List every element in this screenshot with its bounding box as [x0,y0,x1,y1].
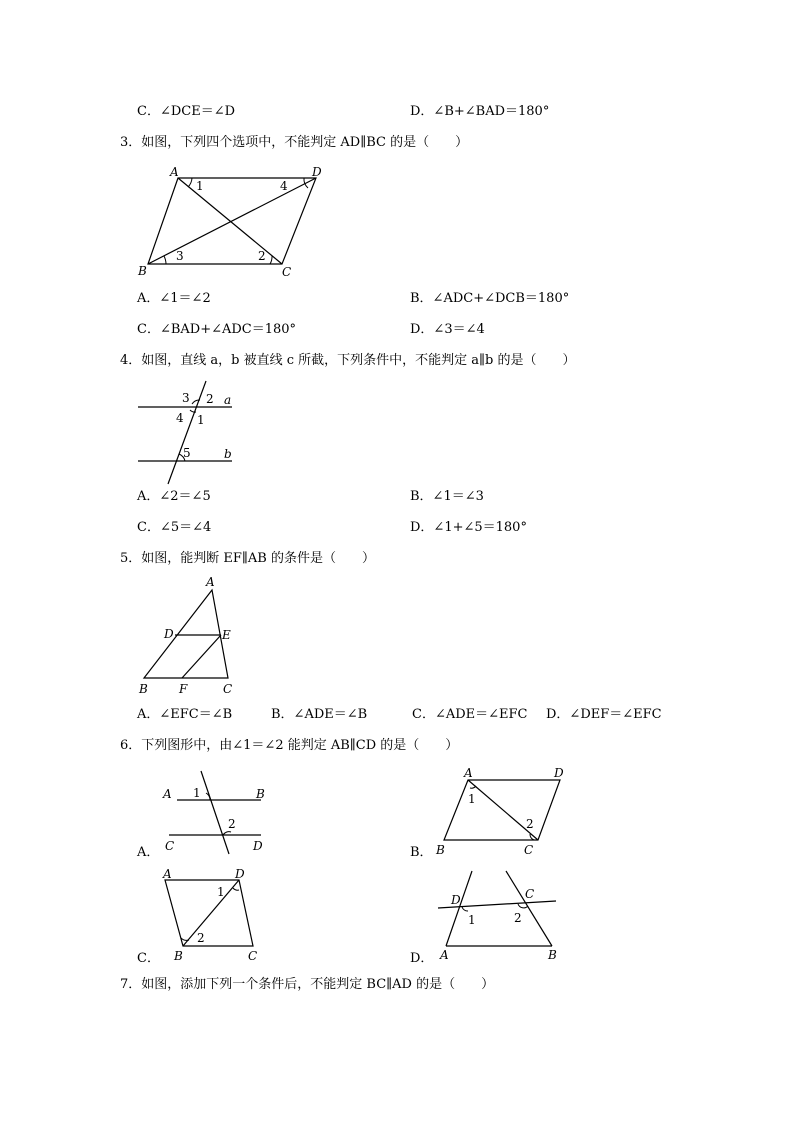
q3-angle-2: 2 [258,249,266,263]
q6d-line-ad [446,871,472,946]
q4-angle-1: 1 [197,413,205,427]
q3-option-b: B．∠ADC+∠DCB＝180° [410,291,570,306]
q5-stem: 5．如图，能判断 EF∥AB 的条件是（ ） [120,551,375,566]
q6d-label-d: D [451,893,461,907]
q5-label-d: D [164,627,174,641]
q6a-label-b: B [256,787,265,801]
q4-option-c: C．∠5＝∠4 [137,520,212,535]
q5-figure-triangle [130,574,250,700]
q4-angle-5: 5 [183,446,191,460]
q2-option-c: C．∠DCE＝∠D [137,104,236,119]
q4-figure-transversal [130,378,250,488]
q4-angle-2: 2 [206,392,214,406]
q6b-parallelogram [444,780,560,840]
q6c-angle-1: 1 [217,885,225,899]
q6c-label-a: A [163,867,172,881]
q4-angle-4: 4 [176,411,184,425]
q6-figure-b [430,766,570,858]
q3-label-c: C [282,265,292,279]
q5-option-a: A．∠EFC＝∠B [137,707,233,722]
q6c-parallelogram [165,880,253,946]
q6d-label-b: B [548,948,557,962]
q4-stem: 4．如图，直线 a，b 被直线 c 所截，下列条件中，不能判定 a∥b 的是（ ） [120,353,576,368]
q6b-angle-1: 1 [468,792,476,806]
q6b-label-d: D [554,766,564,780]
q4-option-d: D．∠1+∠5＝180° [410,520,527,535]
q3-option-c: C．∠BAD+∠ADC＝180° [137,322,297,337]
q3-option-d: D．∠3＝∠4 [410,322,485,337]
q3-label-b: B [138,264,147,278]
q6c-label-b: B [174,949,183,963]
q3-stem: 3．如图，下列四个选项中，不能判定 AD∥BC 的是（ ） [120,135,469,150]
q6-figure-d [430,866,570,966]
q7-stem: 7．如图，添加下列一个条件后，不能判定 BC∥AD 的是（ ） [120,977,495,992]
q3-option-a: A．∠1＝∠2 [137,291,211,306]
q6-option-b-label: B． [410,845,433,860]
q6c-label-c: C [248,949,258,963]
q6b-label-b: B [436,843,445,857]
q6d-label-a: A [440,948,449,962]
q3-angle-arc-1 [188,178,192,187]
q3-label-d: D [312,165,322,179]
q6c-diagonal-bd [183,880,239,946]
q6b-angle-arc-1 [470,786,476,788]
q6a-angle-1: 1 [193,786,201,800]
q3-angle-4: 4 [280,179,288,193]
q6a-label-c: C [165,839,175,853]
q6b-angle-2: 2 [526,817,534,831]
q5-triangle-abc [144,590,228,678]
q6b-label-c: C [524,843,534,857]
q6c-angle-arc-2 [181,938,189,940]
q4-angle-3: 3 [182,391,190,405]
q6-option-d-label: D． [410,951,434,966]
q5-label-b: B [139,682,148,696]
q6d-angle-arc-1 [462,907,468,911]
q6b-diagonal-ac [468,780,538,840]
q6d-angle-1: 1 [468,913,476,927]
q6c-angle-2: 2 [197,931,205,945]
q4-label-b: b [224,447,232,461]
q6-figure-c [155,866,275,966]
q6-stem: 6．下列图形中，由∠1＝∠2 能判定 AB∥CD 的是（ ） [120,738,459,753]
q6a-transversal [201,771,229,854]
q6c-label-d: D [235,867,245,881]
q5-label-a: A [206,575,215,589]
q4-option-b: B．∠1＝∠3 [410,489,484,504]
q3-label-a: A [170,165,179,179]
q6-figure-a [155,766,275,858]
q6c-angle-arc-1 [233,888,239,890]
q6b-label-a: A [464,766,473,780]
q5-label-f: F [179,682,188,696]
q5-label-e: E [222,628,231,642]
q6a-label-a: A [163,787,172,801]
q3-angle-arc-2 [270,256,272,264]
q5-option-b: B．∠ADE＝∠B [271,707,368,722]
q3-angle-1: 1 [196,179,204,193]
q3-figure-parallelogram [130,160,330,282]
q6-option-c-label: C． [137,951,160,966]
q3-angle-3: 3 [176,249,184,263]
q6a-angle-2: 2 [228,817,236,831]
q4-option-a: A．∠2＝∠5 [137,489,211,504]
q6d-angle-2: 2 [514,911,522,925]
q5-label-c: C [223,682,233,696]
q4-label-a: a [224,393,232,407]
q6d-line-bc [506,871,552,946]
q3-diagonal-ac [178,178,282,264]
q5-option-d: D．∠DEF＝∠EFC [546,707,662,722]
q2-option-d: D．∠B+∠BAD＝180° [410,104,550,119]
q5-segment-ef [182,635,221,678]
q6d-label-c: C [525,887,535,901]
q5-option-c: C．∠ADE＝∠EFC [412,707,528,722]
q6a-label-d: D [253,839,263,853]
q3-angle-arc-3 [164,256,166,264]
q6-option-a-label: A． [137,845,160,860]
